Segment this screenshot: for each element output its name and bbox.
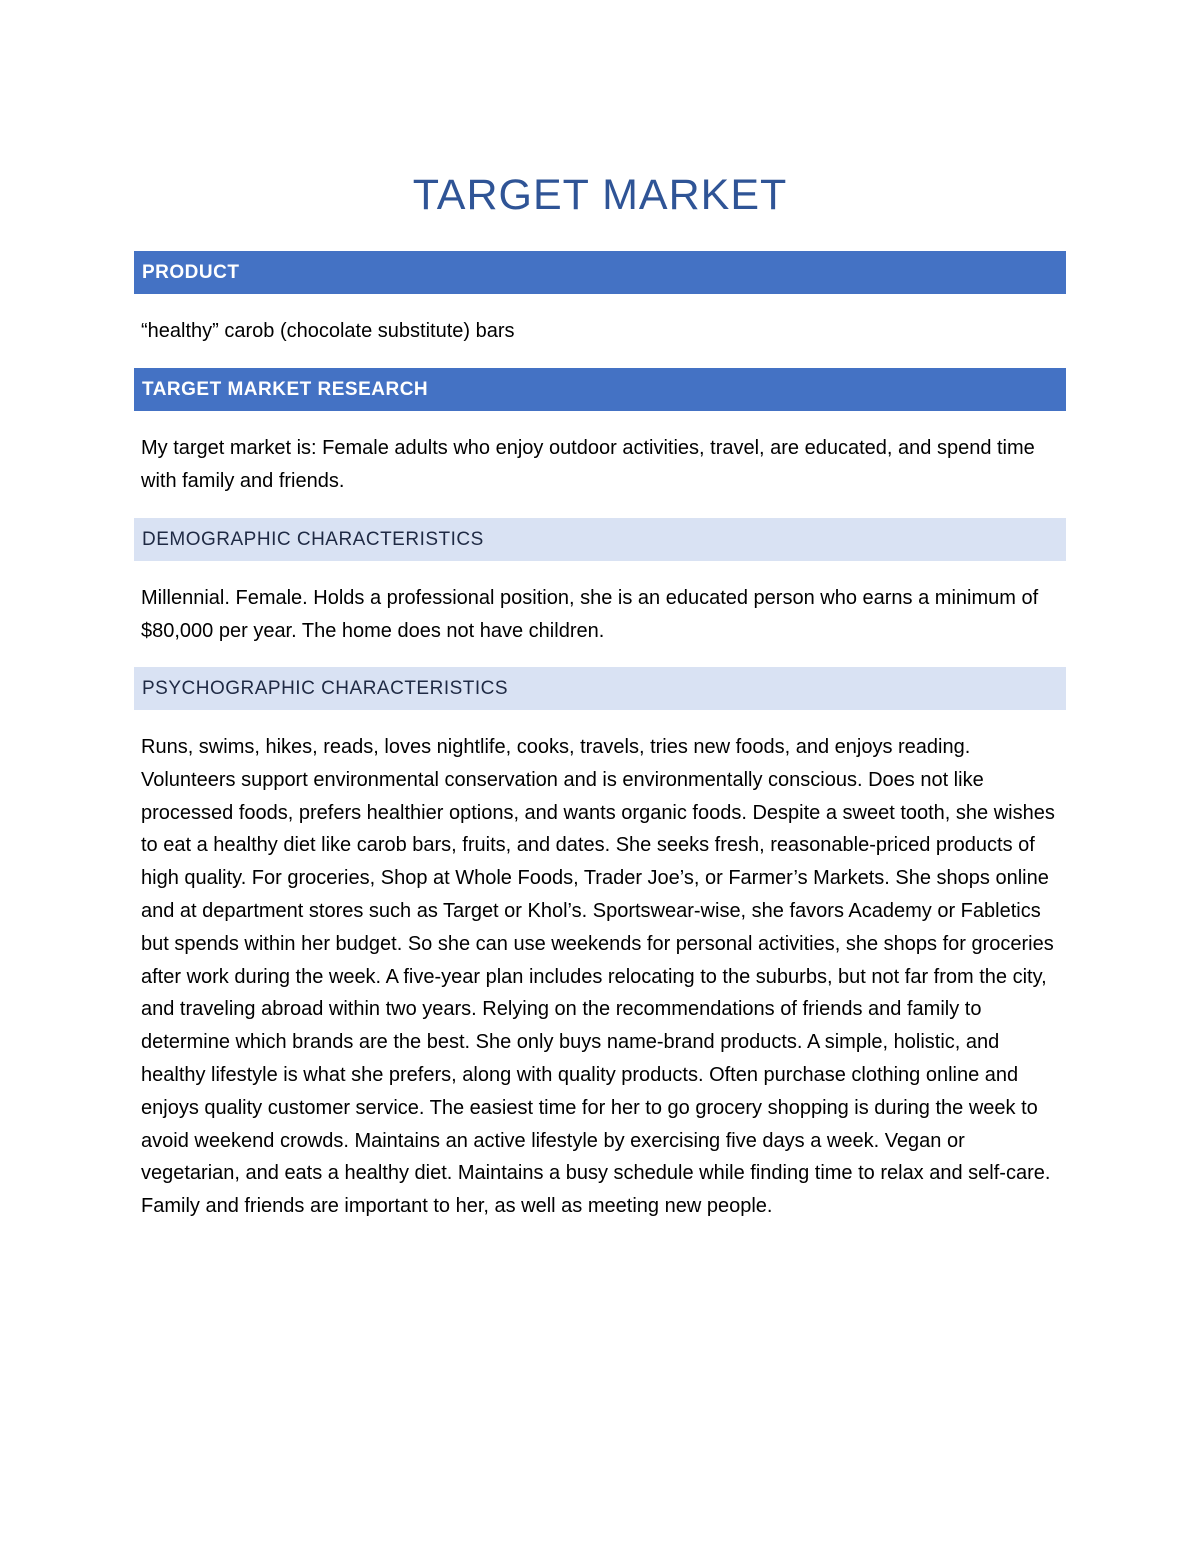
section-heading-psychographic: PSYCHOGRAPHIC CHARACTERISTICS: [134, 667, 1066, 710]
section-heading-target-market-research: TARGET MARKET RESEARCH: [134, 368, 1066, 411]
target-market-description: My target market is: Female adults who enjoy outdoor activities, travel, are educated, and spend time with family and friends.: [141, 437, 1035, 492]
demographic-description: Millennial. Female. Holds a professional position, she is an educated person who earns a minimum of $80,000 per year. The home does not have children.: [141, 587, 1039, 642]
product-description: “healthy” carob (chocolate substitute) bars: [141, 320, 515, 342]
psychographic-description: Runs, swims, hikes, reads, loves nightlife, cooks, travels, tries new foods, and enjoys reading. Volunteers support environmental conservation and is environmentally conscious. Does not like processed foods, prefers healthier options, and wants organic foods. Despite a sweet tooth, she wishes to eat a healthy diet like carob bars, fruits, and dates. She seeks fresh, reasonable-priced products of high quality. For groceries, Shop at Whole Foods, Trader Joe’s, or Farmer’s Markets. She shops online and at department stores such as Target or Khol’s. Sportswear-wise, she favors Academy or Fabletics but spends within her budget. So she can use weekends for personal activities, she shops for groceries after work during the week. A five-year plan includes relocating to the suburbs, but not far from the city, and traveling abroad within two years. Relying on the recommendations of friends and family to determine which brands are the best. She only buys name-brand products. A simple, holistic, and healthy lifestyle is what she prefers, along with quality products. Often purchase clothing online and enjoys quality customer service. The easiest time for her to go grocery shopping is during the week to avoid weekend crowds. Maintains an active lifestyle by exercising five days a week. Vegan or vegetarian, and eats a healthy diet. Maintains a busy schedule while finding time to relax and self-care. Family and friends are important to her, as well as meeting new people.: [141, 736, 1055, 1218]
section-heading-product: PRODUCT: [134, 251, 1066, 294]
page-title: TARGET MARKET: [412, 171, 788, 219]
section-heading-demographic: DEMOGRAPHIC CHARACTERISTICS: [134, 518, 1066, 561]
